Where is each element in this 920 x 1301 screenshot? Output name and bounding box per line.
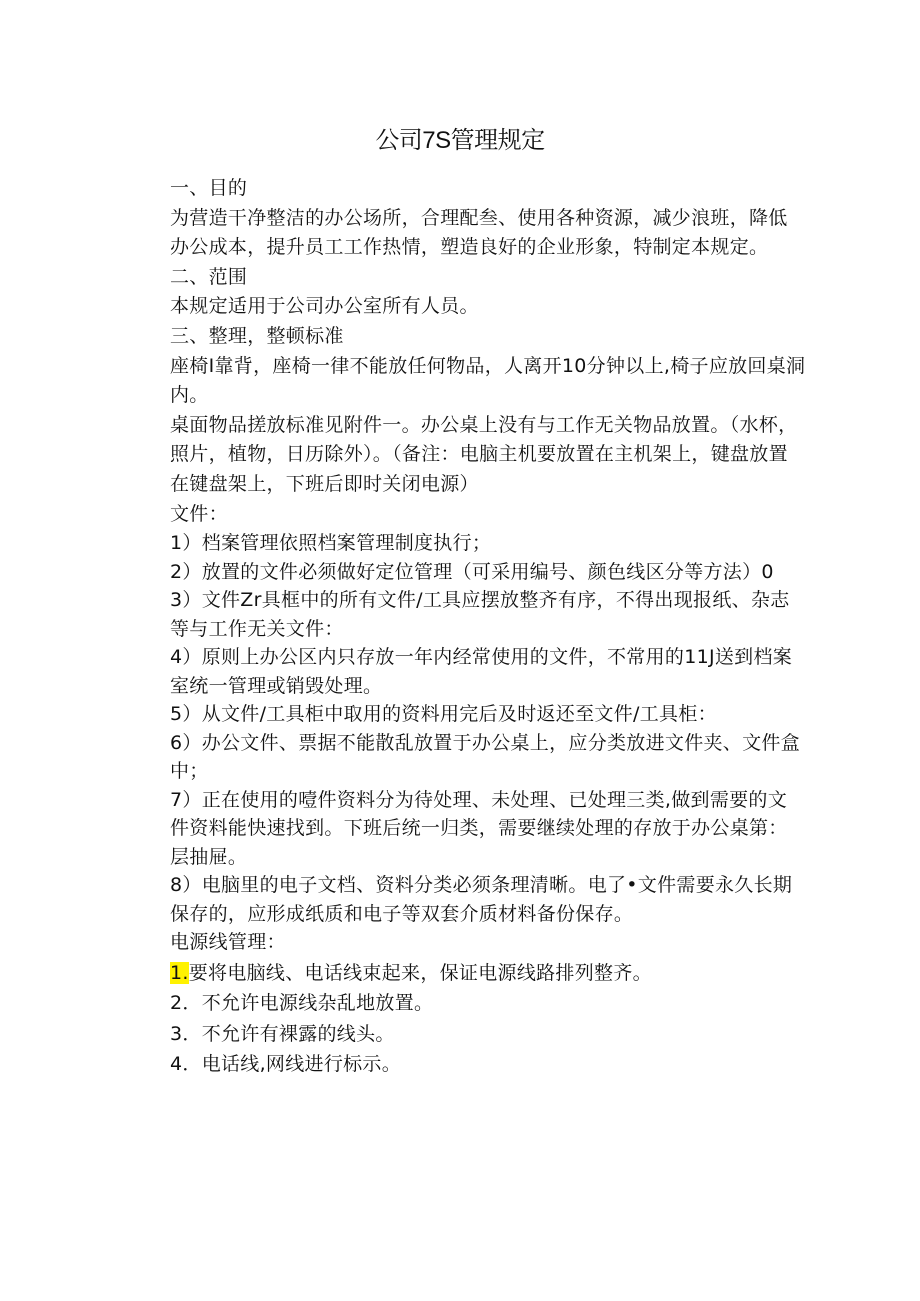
file-rule-5: 5）从文件/工具柜中取用的资料用完后及时返还至文件/工具柜： [170,703,717,726]
power-rule-1-text: 要将电脑线、电话线束起来，保证电源线路排列整齐。 [188,961,652,984]
document-title: 公司7S管理规定 [375,127,545,154]
power-heading: 电源线管理： [170,931,286,954]
file-rule-2: 2）放置的文件必须做好定位管理（可采用编号、颜色线区分等方法）0 [170,560,774,583]
scope-heading: 二、范围 [170,265,248,288]
purpose-heading: 一、目的 [170,177,248,199]
standard-heading: 三、整理，整顿标准 [170,324,344,347]
file-rule-1: 1）档案管理依照档案管理制度执行； [170,532,492,555]
file-rule-6: 6）办公文件、票据不能散乱放置于办公桌上，应分类放进文件夹、文件盒中； [170,731,800,783]
power-rule-4: 4．电话线,网线进行标示。 [170,1053,402,1076]
document-body [170,174,806,1080]
file-rule-7: 7）正在使用的噎件资料分为待处理、未处理、已处理三类,做到需要的文件资料能快速找到。下班后统一归类，需要继续处理的存放于办公桌第：层抽屉。 [170,788,788,868]
scope-text: 本规定适用于公司办公室所有人员。 [170,295,479,318]
power-rule-2: 2．不允许电源线杂乱地放置。 [170,992,434,1015]
desk-text: 桌面物品搓放标准见附件一。办公桌上没有与工作无关物品放置。（水杯，照片，植物，日历除外）。（备注：电脑主机要放置在主机架上，键盘放置在键盘架上，下班后即时关闭电源） [170,413,798,495]
file-rule-8: 8）电脑里的电子文档、资料分类必须条理清晰。电了•文件需要永久长期保存的，应形成纸质和电子等双套介质材料备份保存。 [170,874,793,925]
power-rule-1 [170,958,806,989]
file-rule-3: 3）文件Zr具框中的所有文件/工具应摆放整齐有序，不得出现报纸、杂志等与工作无关文件： [170,589,790,640]
purpose-text: 为营造干净整洁的办公场所，合理配叁、使用各种资源，减少浪班，降低办公成本，提升员工工作热情，塑造良好的企业形象，特制定本规定。 [170,206,788,259]
file-rule-4: 4）原则上办公区内只存放一年内经常使用的文件，不常用的11J送到档案室统一管理或销毁处理。 [170,646,793,697]
highlighted-number: 1. [170,961,189,984]
chair-text: 座椅I靠背，座椅一律不能放任何物品，人离开10分钟以上,椅子应放回桌洞内。 [170,354,806,407]
files-heading: 文件： [170,502,228,525]
power-rule-3: 3．不允许有裸露的线头。 [170,1022,395,1045]
